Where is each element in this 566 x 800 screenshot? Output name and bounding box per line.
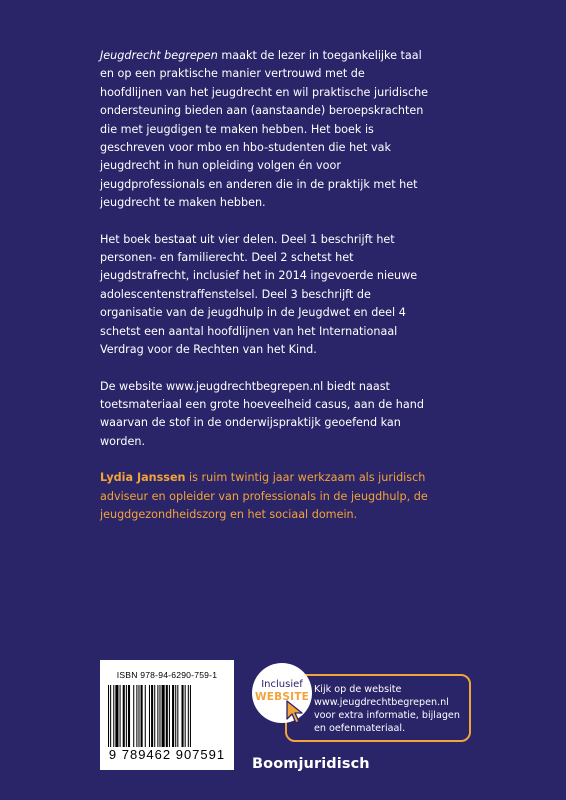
barcode xyxy=(100,660,234,770)
badge-website: WEBSITE xyxy=(255,691,309,703)
badge-inclusief: Inclusief xyxy=(261,679,303,690)
barcode-bar xyxy=(136,685,137,747)
isbn-label: ISBN 978-94-6290-759-1 xyxy=(116,670,218,680)
website-info-line: Kijk op de website xyxy=(314,684,402,695)
cover-description xyxy=(100,47,430,542)
barcode-bar xyxy=(126,685,127,747)
barcode-bar xyxy=(141,685,143,747)
barcode-bar xyxy=(157,685,158,747)
barcode-bars xyxy=(107,685,228,747)
barcode-bar xyxy=(108,685,109,747)
barcode-bar xyxy=(115,685,118,747)
barcode-bar xyxy=(172,685,174,747)
author-bio xyxy=(100,469,430,524)
barcode-bar xyxy=(110,685,111,747)
cursor-arrow-icon xyxy=(285,699,309,725)
barcode-bar xyxy=(151,685,153,747)
barcode-bar xyxy=(149,685,150,747)
description-paragraph-1-text: maakt de lezer in toegankelijke taal en op een praktische manier vertrouwd met de hoofdlijnen van het jeugdrecht en wil praktische juridische ondersteuning bieden aan (aanstaande) beroepskrachten die met jeugdigen te maken hebben. Het boek is geschreven voor mbo en hbo-studenten die het vak jeugdrecht in hun opleiding volgen én voor jeugdprofessionals en anderen die in de praktijk met het jeugdrecht te maken hebben. xyxy=(100,49,429,210)
website-info-line: en oefenmateriaal. xyxy=(314,723,406,734)
author-name: Lydia Janssen xyxy=(100,471,186,485)
description-paragraph-3: De website www.jeugdrechtbegrepen.nl biedt naast toetsmateriaal een grote hoeveelheid casus, aan de hand waarvan de stof in de onderwijspraktijk geoefend kan worden. xyxy=(100,379,424,448)
description-paragraph-2: Het boek bestaat uit vier delen. Deel 1 beschrijft het personen- en familierecht. Deel 2 schetst het jeugdstrafrecht, inclusief het in 2014 ingevoerde nieuwe adolescentenstraffenstelsel. Deel 3 beschrijft de organisatie van de jeugdhulp in de Jeugdwet en deel 4 schetst een aantal hoofdlijnen van het Internationaal Verdrag voor de Rechten van het Kind. xyxy=(100,232,418,357)
barcode-bar xyxy=(166,685,168,747)
description-paragraph-1 xyxy=(100,47,430,213)
barcode-bar xyxy=(113,685,114,747)
barcode-bar xyxy=(159,685,160,747)
barcode-bar xyxy=(182,685,184,747)
barcode-bar xyxy=(138,685,139,747)
ean-number: 9 789462 907591 xyxy=(108,747,226,762)
website-url[interactable]: www.jeugdrechtbegrepen.nl xyxy=(314,697,449,708)
barcode-bar xyxy=(120,685,121,747)
barcode-bar xyxy=(185,685,186,747)
barcode-bar xyxy=(177,685,178,747)
book-title-inline: Jeugdrecht begrepen xyxy=(100,49,218,62)
barcode-bar xyxy=(169,685,170,747)
barcode-bar xyxy=(188,685,189,747)
barcode-bar xyxy=(190,685,191,747)
barcode-bar xyxy=(175,685,176,747)
barcode-bar xyxy=(128,685,130,747)
barcode-bar xyxy=(162,685,165,747)
website-info-line: voor extra informatie, bijlagen xyxy=(314,710,460,721)
publisher-logo: Boomjuridisch xyxy=(252,756,370,772)
barcode-bar xyxy=(145,685,146,747)
barcode-bar xyxy=(133,685,134,747)
website-info-text xyxy=(314,683,474,735)
barcode-bar xyxy=(123,685,125,747)
author-bio-text: is ruim twintig jaar werkzaam als juridisch adviseur en opleider van professionals in de jeugdhulp, de jeugdgezondheidszorg en het sociaal domein. xyxy=(100,471,428,521)
barcode-bar xyxy=(154,685,155,747)
